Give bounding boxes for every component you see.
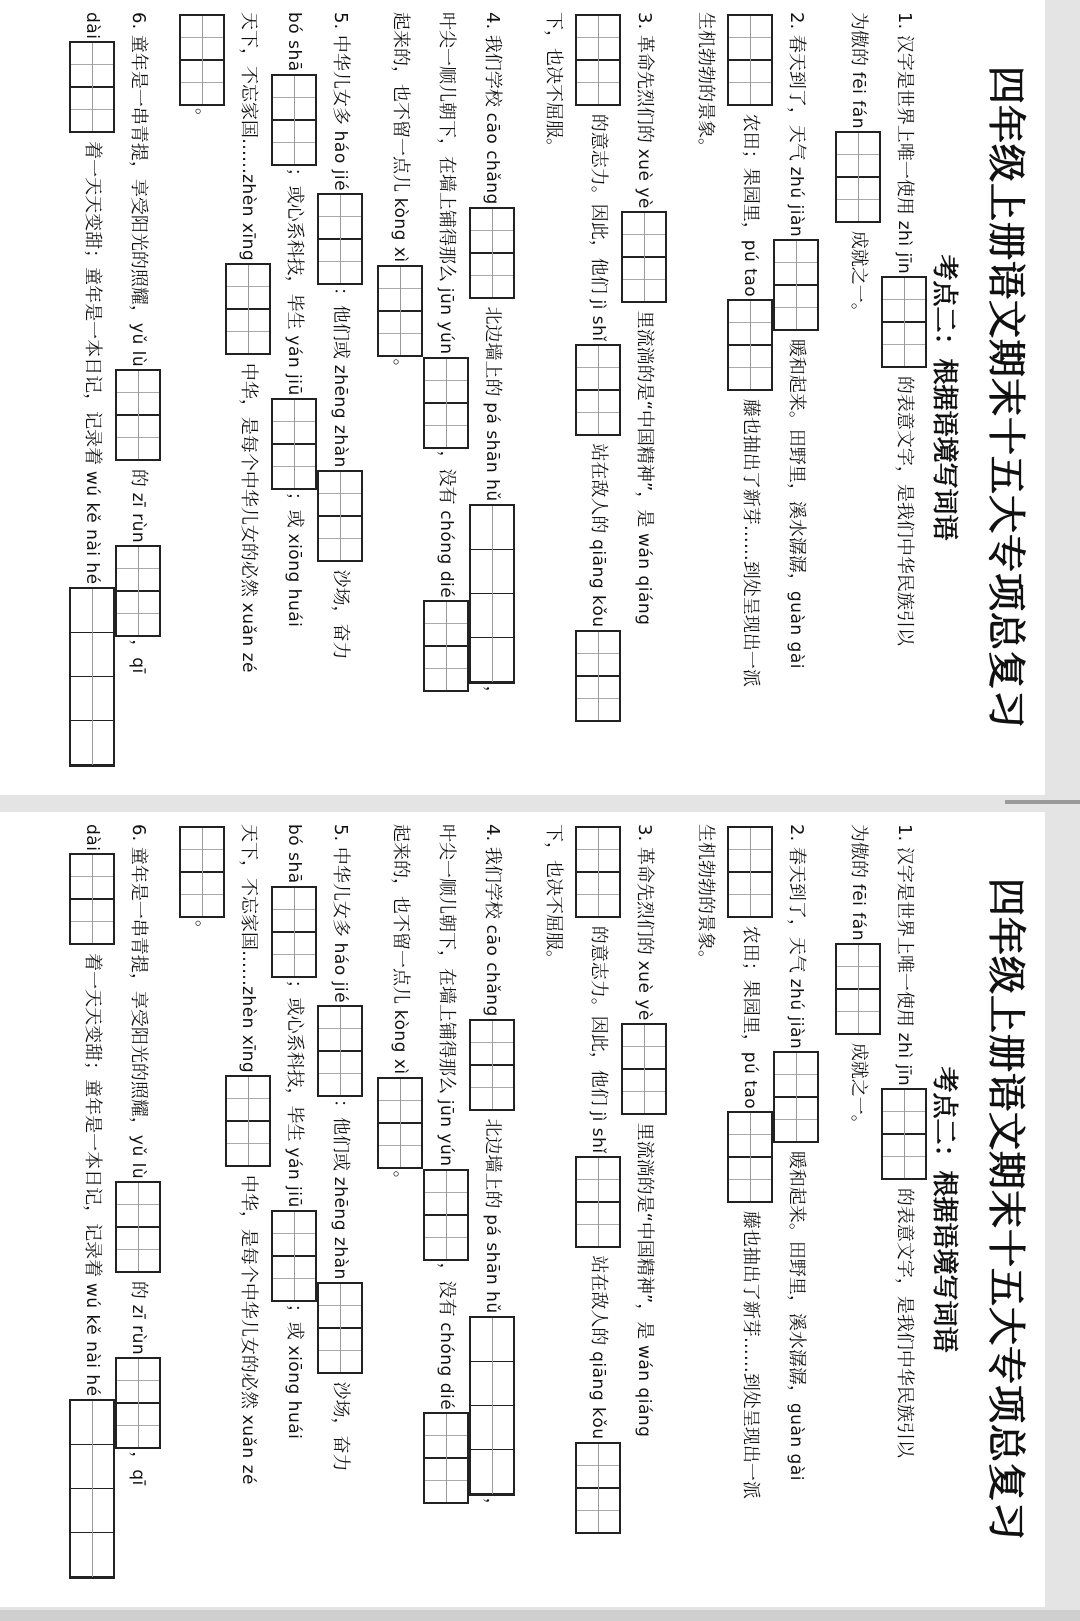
- pinyin-hint: wú kě nài hé: [82, 470, 102, 585]
- question-item: [69, 12, 161, 782]
- answer-box[interactable]: [179, 826, 225, 918]
- question-item: [377, 12, 515, 782]
- question-text: 藤也抽出了新芽……到处呈现出一派: [740, 1205, 761, 1499]
- pinyin-hint: wán qiáng: [634, 1344, 654, 1438]
- question-line: [377, 12, 423, 782]
- pinyin-hint: pú tao: [740, 1051, 760, 1110]
- question-text: 沙场，奋力: [330, 1375, 351, 1472]
- answer-box[interactable]: [575, 344, 621, 436]
- question-line: [773, 824, 819, 1594]
- question-text: 。: [390, 1170, 411, 1189]
- pinyin-hint: jì shǐ: [588, 299, 608, 342]
- pinyin-hint: zhēng zhàn: [330, 364, 350, 468]
- question-text: 为傲的: [848, 824, 869, 884]
- pinyin-hint: zhēng zhàn: [330, 1176, 350, 1280]
- question-line: [469, 12, 515, 782]
- question-text: 中华，是每个中华儿女的必然: [238, 357, 259, 603]
- answer-box[interactable]: [115, 369, 161, 461]
- question-line: [271, 824, 317, 1594]
- answer-box[interactable]: [115, 1357, 161, 1449]
- answer-box[interactable]: [621, 1023, 667, 1115]
- question-text: ：他们或: [330, 287, 351, 365]
- question-line: [531, 12, 575, 782]
- pinyin-hint: zhèn xīng: [238, 174, 258, 262]
- answer-box[interactable]: [727, 14, 773, 106]
- pinyin-hint: guàn gài: [786, 590, 806, 669]
- pinyin-hint: qiāng kǒu: [588, 539, 608, 628]
- question-line: [621, 824, 667, 1594]
- page-title: 四年级上册语文期末十五大专项总复习: [984, 877, 1028, 1541]
- question-item: [683, 12, 819, 782]
- question-text: 成就之一。: [848, 224, 869, 321]
- pinyin-hint: wú kě nài hé: [82, 1282, 102, 1397]
- pinyin-hint: xuǎn zé: [238, 1414, 258, 1485]
- question-text: ，: [482, 685, 503, 704]
- question-text: ：他们或: [330, 1099, 351, 1177]
- question-item: [835, 824, 927, 1594]
- question-text: ，: [482, 1497, 503, 1516]
- question-text: 2. 春天到了，天气: [786, 824, 807, 979]
- pinyin-hint: xuè yè: [634, 960, 654, 1021]
- answer-box[interactable]: [69, 41, 115, 133]
- question-text: 4. 我们学校: [482, 824, 503, 925]
- question-text: ；或心系科技，毕生: [284, 979, 305, 1148]
- answer-box[interactable]: [225, 1075, 271, 1167]
- page-subtitle: 考点二：根据语境写词语: [929, 254, 959, 541]
- photo-divider: [1005, 800, 1080, 804]
- answer-box[interactable]: [469, 1316, 515, 1496]
- answer-box[interactable]: [835, 943, 881, 1035]
- question-text: 着一天天变甜；童年是一本日记，记录着: [82, 135, 103, 471]
- question-text: 天下，不忘家国……: [238, 12, 259, 174]
- question-line: [115, 824, 161, 1594]
- question-line: [727, 824, 773, 1594]
- pinyin-hint: dài: [82, 12, 102, 40]
- question-text: 1. 汉字是世界上唯一使用: [894, 824, 915, 1033]
- answer-box[interactable]: [469, 1019, 515, 1111]
- pinyin-hint: jūn yún: [436, 1099, 456, 1167]
- answer-box[interactable]: [575, 14, 621, 106]
- answer-box[interactable]: [317, 1005, 363, 1097]
- question-text: 下，也决不屈服。: [543, 824, 564, 968]
- question-text: 。: [192, 920, 213, 938]
- question-text: 成就之一。: [848, 1036, 869, 1133]
- question-line: [835, 12, 881, 782]
- answer-box[interactable]: [881, 1088, 927, 1180]
- pinyin-hint: chóng dié: [436, 1322, 456, 1411]
- answer-box[interactable]: [115, 545, 161, 637]
- answer-box[interactable]: [727, 1111, 773, 1203]
- answer-box[interactable]: [271, 1210, 317, 1302]
- question-line: [881, 12, 927, 782]
- pinyin-hint: fēi fán: [848, 883, 868, 941]
- answer-box[interactable]: [115, 1181, 161, 1273]
- answer-box[interactable]: [621, 211, 667, 303]
- pinyin-hint: qī: [128, 1469, 148, 1486]
- pinyin-hint: zī rùn: [128, 1304, 148, 1356]
- question-text: 的: [128, 463, 149, 493]
- photo-edge: [0, 1610, 1080, 1621]
- question-text: 叶尖一顺儿朝下，在墙上铺得那么: [436, 824, 457, 1100]
- question-text: 起来的，也不留一点儿: [390, 824, 411, 1010]
- question-text: 。: [390, 358, 411, 377]
- worksheet-page: [0, 0, 1045, 795]
- question-line: [271, 12, 317, 782]
- pinyin-hint: cāo chǎng: [482, 924, 502, 1017]
- pinyin-hint: bó shā: [284, 12, 304, 72]
- answer-box[interactable]: [835, 131, 881, 223]
- answer-box[interactable]: [423, 600, 469, 692]
- question-item: [531, 12, 667, 782]
- pinyin-hint: qī: [128, 657, 148, 674]
- answer-box[interactable]: [575, 1156, 621, 1248]
- answer-box[interactable]: [69, 853, 115, 945]
- pinyin-hint: pá shān hǔ: [482, 1214, 502, 1314]
- answer-box[interactable]: [423, 1169, 469, 1261]
- question-line: [575, 824, 621, 1594]
- question-text: ，: [128, 639, 149, 658]
- pinyin-hint: jūn yún: [436, 287, 456, 355]
- pinyin-hint: zhú jiàn: [786, 978, 806, 1050]
- pinyin-hint: fēi fán: [848, 71, 868, 129]
- question-text: 的意志力。因此，他们: [588, 920, 609, 1112]
- answer-box[interactable]: [271, 886, 317, 978]
- pinyin-hint: chóng dié: [436, 510, 456, 599]
- pinyin-hint: zhú jiàn: [786, 166, 806, 238]
- question-text: ；或: [284, 1303, 305, 1346]
- question-line: [531, 824, 575, 1594]
- question-item: [179, 824, 363, 1594]
- pinyin-hint: zhèn xīng: [238, 986, 258, 1074]
- question-text: 沙场，奋力: [330, 563, 351, 660]
- pinyin-hint: yán jiū: [284, 335, 304, 396]
- answer-box[interactable]: [377, 1077, 423, 1169]
- answer-box[interactable]: [317, 193, 363, 285]
- answer-box[interactable]: [773, 239, 819, 331]
- answer-box[interactable]: [727, 826, 773, 918]
- question-text: 藤也抽出了新芽……到处呈现出一派: [740, 393, 761, 687]
- answer-box[interactable]: [727, 299, 773, 391]
- worksheet-photo-top: [0, 0, 1045, 795]
- pinyin-hint: yǔ lù: [128, 1134, 148, 1180]
- question-line: [621, 12, 667, 782]
- question-text: 着一天天变甜；童年是一本日记，记录着: [82, 947, 103, 1283]
- pinyin-hint: xiōng huái: [284, 533, 304, 628]
- pinyin-hint: pú tao: [740, 239, 760, 298]
- question-line: [317, 12, 363, 782]
- question-item: [179, 12, 363, 782]
- pinyin-hint: kòng xì: [390, 1009, 410, 1075]
- question-text: ；或: [284, 491, 305, 534]
- answer-box[interactable]: [423, 357, 469, 449]
- question-item: [683, 824, 819, 1594]
- pinyin-hint: guàn gài: [786, 1402, 806, 1481]
- pinyin-hint: dài: [82, 824, 102, 852]
- question-text: 6. 童年是一串青提，享受阳光的照耀，: [128, 12, 149, 323]
- question-text: 中华，是每个中华儿女的必然: [238, 1169, 259, 1415]
- question-item: [69, 824, 161, 1594]
- pinyin-hint: xiōng huái: [284, 1345, 304, 1440]
- answer-box[interactable]: [469, 207, 515, 299]
- question-text: 下，也决不屈服。: [543, 12, 564, 156]
- answer-box[interactable]: [271, 398, 317, 490]
- answer-box[interactable]: [469, 504, 515, 684]
- answer-box[interactable]: [423, 1412, 469, 1504]
- answer-box[interactable]: [773, 1051, 819, 1143]
- question-text: 里流淌的是“中国精神”，是: [634, 304, 655, 533]
- question-line: [881, 824, 927, 1594]
- question-item: [377, 824, 515, 1594]
- question-text: 的表意文字，是我们中华民族引以: [894, 1182, 915, 1458]
- pinyin-hint: qiāng kǒu: [588, 1351, 608, 1440]
- question-text: 北边墙上的: [482, 1112, 503, 1215]
- answer-box[interactable]: [881, 276, 927, 368]
- question-line: [727, 12, 773, 782]
- question-text: 1. 汉字是世界上唯一使用: [894, 12, 915, 221]
- question-line: [377, 824, 423, 1594]
- answer-box[interactable]: [317, 470, 363, 562]
- answer-box[interactable]: [69, 1399, 115, 1579]
- pinyin-hint: zī rùn: [128, 492, 148, 544]
- answer-box[interactable]: [69, 587, 115, 767]
- pinyin-hint: xuǎn zé: [238, 602, 258, 673]
- question-line: [773, 12, 819, 782]
- question-line: [835, 824, 881, 1594]
- question-text: ，没有: [436, 1262, 457, 1323]
- question-text: 3. 革命先烈们的: [634, 12, 655, 149]
- pinyin-hint: cāo chǎng: [482, 112, 502, 205]
- pinyin-hint: yán jiū: [284, 1147, 304, 1208]
- question-text: 农田；果园里，: [740, 108, 761, 240]
- question-line: [69, 824, 115, 1594]
- pinyin-hint: zhì jīn: [894, 1032, 914, 1087]
- question-text: 2. 春天到了，天气: [786, 12, 807, 167]
- answer-box[interactable]: [575, 630, 621, 722]
- question-line: [225, 12, 271, 782]
- pinyin-hint: zhì jīn: [894, 220, 914, 275]
- answer-box[interactable]: [179, 14, 225, 106]
- question-text: 北边墙上的: [482, 300, 503, 403]
- question-line: [423, 12, 469, 782]
- question-text: 站在敌人的: [588, 1249, 609, 1352]
- question-line: [179, 12, 225, 782]
- question-item: [835, 12, 927, 782]
- page-title: 四年级上册语文期末十五大专项总复习: [984, 65, 1028, 729]
- answer-box[interactable]: [377, 265, 423, 357]
- question-line: [575, 12, 621, 782]
- question-text: 里流淌的是“中国精神”，是: [634, 1116, 655, 1345]
- question-text: 6. 童年是一串青提，享受阳光的照耀，: [128, 824, 149, 1135]
- question-text: 3. 革命先烈们的: [634, 824, 655, 961]
- question-text: 天下，不忘家国……: [238, 824, 259, 986]
- question-text: 生机勃勃的景象。: [695, 12, 716, 156]
- question-line: [115, 12, 161, 782]
- pinyin-hint: háo jié: [330, 942, 350, 1004]
- question-text: 的意志力。因此，他们: [588, 108, 609, 300]
- question-text: 暖和起来。田野里，溪水潺潺，: [786, 1145, 807, 1403]
- question-line: [179, 824, 225, 1594]
- question-text: 5. 中华儿女多: [330, 824, 351, 943]
- question-text: 。: [192, 108, 213, 126]
- question-text: 叶尖一顺儿朝下，在墙上铺得那么: [436, 12, 457, 288]
- question-text: ，没有: [436, 450, 457, 511]
- pinyin-hint: pá shān hǔ: [482, 402, 502, 502]
- question-text: 5. 中华儿女多: [330, 12, 351, 131]
- question-line: [423, 824, 469, 1594]
- question-text: 4. 我们学校: [482, 12, 503, 113]
- question-text: 的: [128, 1275, 149, 1305]
- worksheet-page: [0, 812, 1045, 1607]
- answer-box[interactable]: [317, 1282, 363, 1374]
- pinyin-hint: xuè yè: [634, 148, 654, 209]
- pinyin-hint: kòng xì: [390, 197, 410, 263]
- question-line: [469, 824, 515, 1594]
- pinyin-hint: wán qiáng: [634, 532, 654, 626]
- pinyin-hint: bó shā: [284, 824, 304, 884]
- question-line: [317, 824, 363, 1594]
- answer-box[interactable]: [225, 263, 271, 355]
- question-text: 生机勃勃的景象。: [695, 824, 716, 968]
- question-text: ；或心系科技，毕生: [284, 167, 305, 336]
- question-text: ，: [128, 1451, 149, 1470]
- answer-box[interactable]: [575, 1442, 621, 1534]
- question-line: [683, 824, 727, 1594]
- question-text: 的表意文字，是我们中华民族引以: [894, 370, 915, 646]
- answer-box[interactable]: [575, 826, 621, 918]
- pinyin-hint: yǔ lù: [128, 322, 148, 368]
- pinyin-hint: jì shǐ: [588, 1111, 608, 1154]
- worksheet-photo-bottom: [0, 812, 1045, 1607]
- question-line: [69, 12, 115, 782]
- question-text: 为傲的: [848, 12, 869, 72]
- question-item: [531, 824, 667, 1594]
- answer-box[interactable]: [271, 74, 317, 166]
- question-line: [225, 824, 271, 1594]
- pinyin-hint: háo jié: [330, 130, 350, 192]
- question-text: 农田；果园里，: [740, 920, 761, 1052]
- question-text: 站在敌人的: [588, 437, 609, 540]
- question-line: [683, 12, 727, 782]
- page-subtitle: 考点二：根据语境写词语: [929, 1066, 959, 1353]
- question-text: 起来的，也不留一点儿: [390, 12, 411, 198]
- question-text: 暖和起来。田野里，溪水潺潺，: [786, 333, 807, 591]
